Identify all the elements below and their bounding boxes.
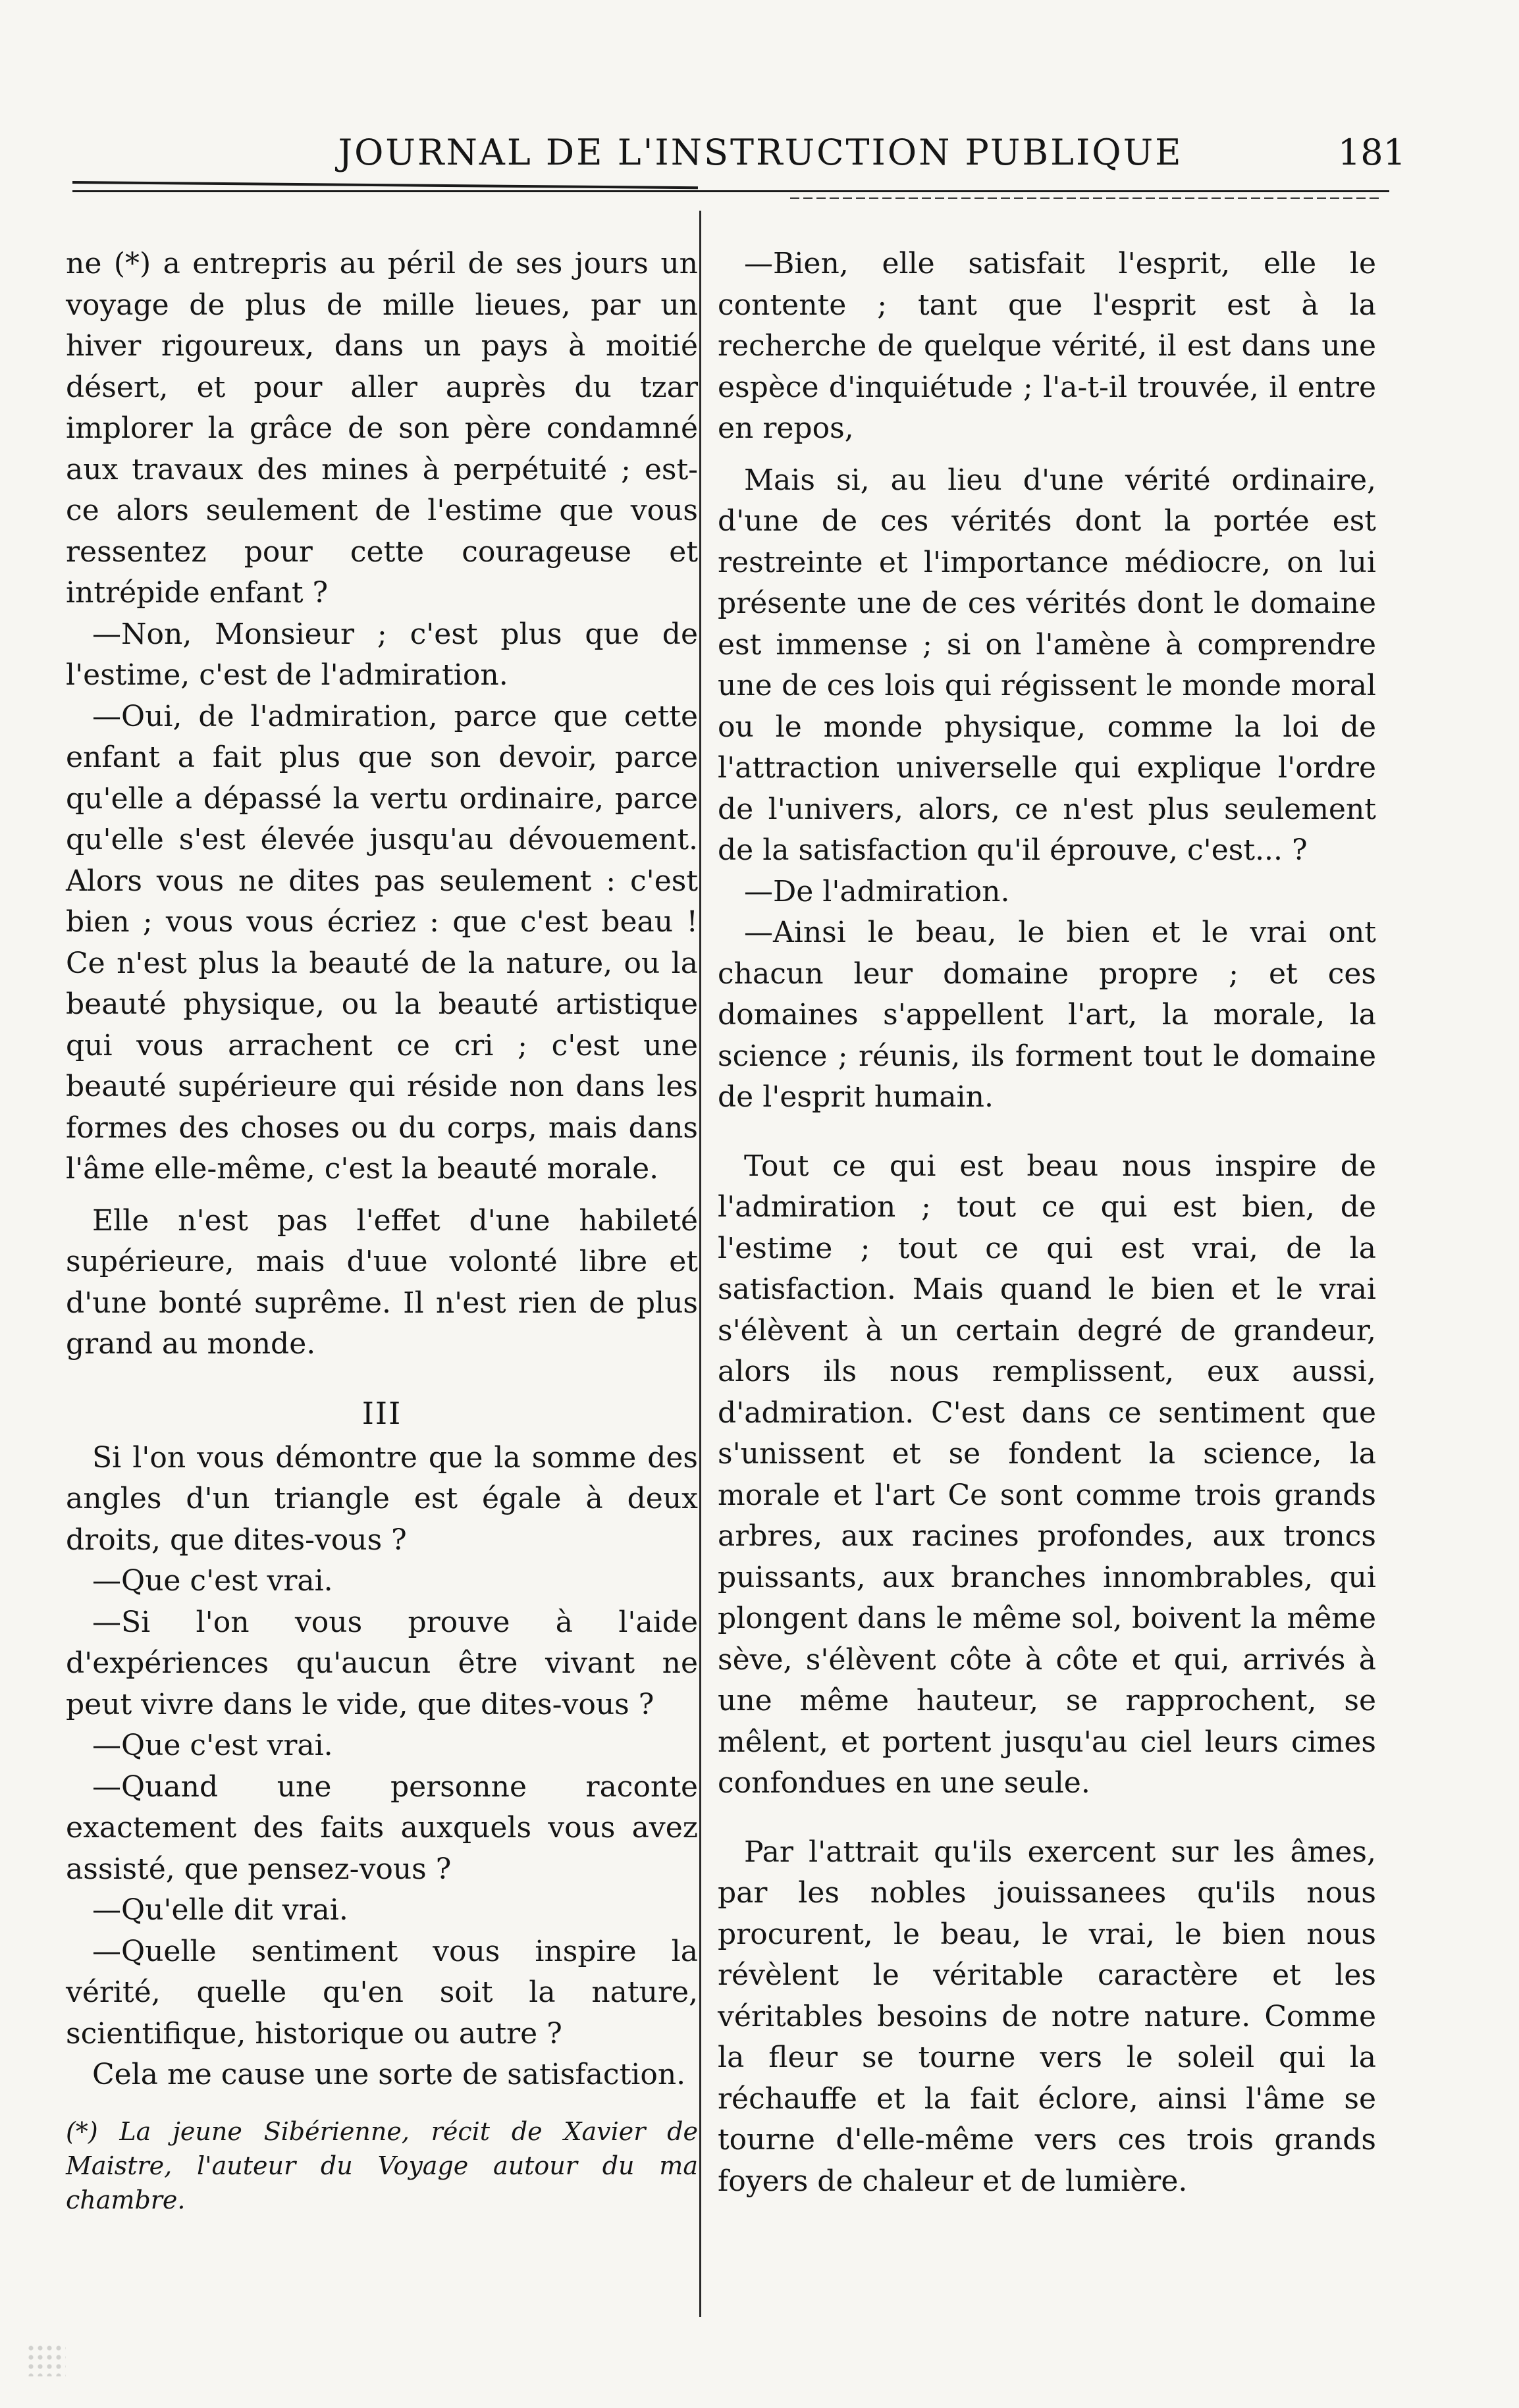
paragraph: ne (*) a entrepris au péril de ses jours un voyage de plus de mille lieues, par un hiver rigoureux, dans un pays à moitié désert, et pour aller auprès du tzar implorer la grâce de son père condamné aux travaux des mines à perpétuité ; est-ce alors seulement de l'estime que vous ressentez pour cette courageuse et intrépide enfant ? — [66, 247, 698, 610]
header-rule-double — [72, 190, 1389, 192]
paragraph: —Si l'on vous prouve à l'aide d'expériences qu'aucun être vivant ne peut vivre dans le vide, que dites-vous ? — [66, 1605, 698, 1721]
paragraph: —Que c'est vrai. — [92, 1564, 333, 1598]
running-title: JOURNAL DE L'INSTRUCTION PUBLIQUE — [338, 132, 1183, 173]
paragraph: —Oui, de l'admiration, parce que cette enfant a fait plus que son devoir, parce qu'elle a dépassé la vertu ordinaire, parce qu'elle s'est élevée jusqu'au dévouement. Alors vous ne dites pas seulement : c'est bien ; vous vous écriez : que c'est beau ! Ce n'est plus la beauté de la nature, ou la beauté physique, ou la beauté artistique qui vous arrachent ce cri ; c'est une beauté supérieure qui réside non dans les formes des choses ou du corps, mais dans l'âme elle-même, c'est la beauté morale. — [66, 699, 698, 1186]
paragraph: Si l'on vous démontre que la somme des angles d'un triangle est égale à deux droits, que dites-vous ? — [66, 1440, 698, 1557]
paragraph: Elle n'est pas l'effet d'une habileté supérieure, mais d'uue volonté libre et d'une bonté suprême. Il n'est rien de plus grand au monde. — [66, 1203, 698, 1361]
section-heading: III — [361, 1395, 402, 1431]
right-column — [718, 244, 1376, 2202]
paragraph: —Que c'est vrai. — [92, 1729, 333, 1762]
paragraph: —Quand une personne raconte exactement des faits auxquels vous avez assisté, que pensez-vous ? — [66, 1769, 698, 1886]
page-number: 181 — [1337, 132, 1406, 173]
paragraph: —Non, Monsieur ; c'est plus que de l'estime, c'est de l'admiration. — [66, 617, 698, 692]
print-speckle — [26, 2343, 66, 2376]
paragraph: —De l'admiration. — [744, 874, 1010, 908]
paragraph: —Qu'elle dit vrai. — [92, 1893, 348, 1927]
paragraph: Tout ce qui est beau nous inspire de l'admiration ; tout ce qui est bien, de l'estime ; tout ce qui est vrai, de la satisfaction. Mais quand le bien et le vrai s'élèvent à un certain degré de grandeur, alors ils nous remplissent, eux aussi, d'admiration. C'est dans ce sentiment que s'unissent et se fondent la science, la morale et l'art Ce sont comme trois grands arbres, aux racines profondes, aux troncs puissants, aux branches innombrables, qui plongent dans le même sol, boivent la même sève, s'élèvent côte à côte et qui, arrivés à une même hauteur, se rapprochent, se mêlent, et portent jusqu'au ciel leurs cimes confondues en une seule. — [718, 1149, 1376, 1800]
paragraph: Cela me cause une sorte de satisfaction. — [92, 2058, 686, 2091]
paragraph: Par l'attrait qu'ils exercent sur les âmes, par les nobles jouissanees qu'ils nous procurent, le beau, le vrai, le bien nous révèlent le véritable caractère et les véritables besoins de notre nature. Comme la fleur se tourne vers le soleil qui la réchauffe et la fait éclore, ainsi l'âme se tourne d'elle-même vers ces trois grands foyers de chaleur et de lumière. — [718, 1835, 1376, 2198]
footnote: (*) La jeune Sibérienne, récit de Xavier de Maistre, l'auteur du Voyage autour du ma chambre. — [66, 2116, 698, 2214]
paragraph: Mais si, au lieu d'une vérité ordinaire, d'une de ces vérités dont la portée est restreinte et l'importance médiocre, on lui présente une de ces vérités dont le domaine est immense ; si on l'amène à comprendre une de ces lois qui régissent le monde moral ou le monde physique, comme la loi de l'attraction universelle qui explique l'ordre de l'univers, alors, ce n'est plus seulement de la satisfaction qu'il éprouve, c'est... ? — [718, 463, 1376, 867]
column-divider — [699, 211, 701, 2317]
paragraph: —Bien, elle satisfait l'esprit, elle le contente ; tant que l'esprit est à la recherche de quelque vérité, il est dans une espèce d'inquiétude ; l'a-t-il trouvée, il entre en repos, — [718, 247, 1376, 445]
left-column — [66, 244, 698, 2242]
paragraph: —Ainsi le beau, le bien et le vrai ont chacun leur domaine propre ; et ces domaines s'appellent l'art, la morale, la science ; réunis, ils forment tout le domaine de l'esprit humain. — [718, 916, 1376, 1114]
header-rule-dashed — [790, 197, 1383, 199]
paragraph: —Quelle sentiment vous inspire la vérité, quelle qu'en soit la nature, scientifique, historique ou autre ? — [66, 1934, 698, 2051]
